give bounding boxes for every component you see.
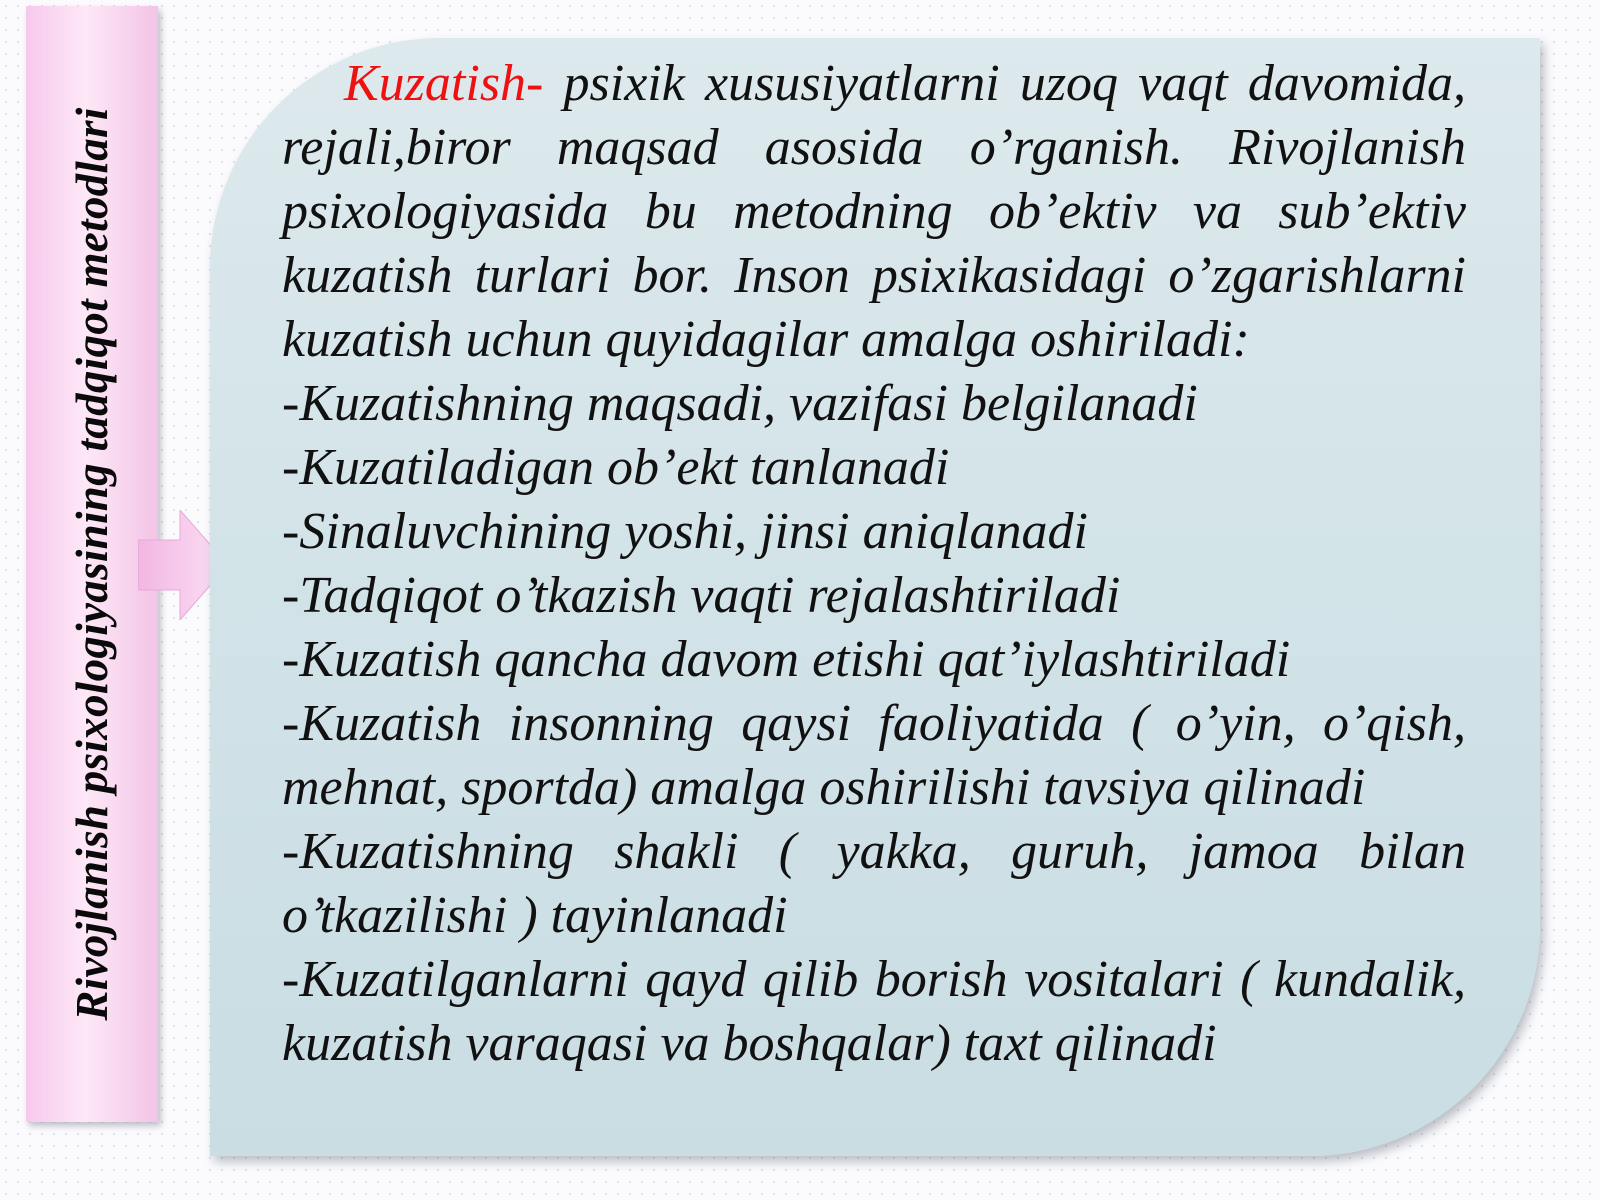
side-title: Rivojlanish psixologiyasining tadqiqot metodlari xyxy=(67,107,117,1021)
list-item: -Kuzatishning maqsadi, vazifasi belgilanadi xyxy=(282,375,1198,432)
list-item: -Kuzatish qancha davom etishi qat’iylashtiriladi xyxy=(282,631,1291,688)
list-item: -Tadqiqot o’tkazish vaqti rejalashtiriladi xyxy=(282,567,1121,624)
list-item: -Kuzatish insonning qaysi faoliyatida ( o’yin, o’qish, mehnat, sportda) amalga oshirilishi tavsiya qilinadi xyxy=(282,695,1466,816)
lead-term: Kuzatish- xyxy=(344,55,544,112)
list-item: -Kuzatiladigan ob’ekt tanlanadi xyxy=(282,439,950,496)
intro-text: psixik xususiyatlarni uzoq vaqt davomida, rejali,biror maqsad asosida o’rganish. Rivojlanish psixologiyasida bu metodning ob’ektiv va sub’ektiv kuzatish turlari bor. Inson psixikasidagi o’zgarishlarni kuzatish uchun quyidagilar amalga oshiriladi: xyxy=(282,55,1466,368)
list-item: -Kuzatilganlarni qayd qilib borish vositalari ( kundalik, kuzatish varaqasi va boshqalar) taxt qilinadi xyxy=(282,951,1466,1072)
list-item: -Kuzatishning shakli ( yakka, guruh, jamoa bilan o’tkazilishi ) tayinlanadi xyxy=(282,823,1466,944)
list-item: -Sinaluvchining yoshi, jinsi aniqlanadi xyxy=(282,503,1088,560)
intro-paragraph xyxy=(282,52,1466,372)
method-description xyxy=(282,52,1466,1076)
